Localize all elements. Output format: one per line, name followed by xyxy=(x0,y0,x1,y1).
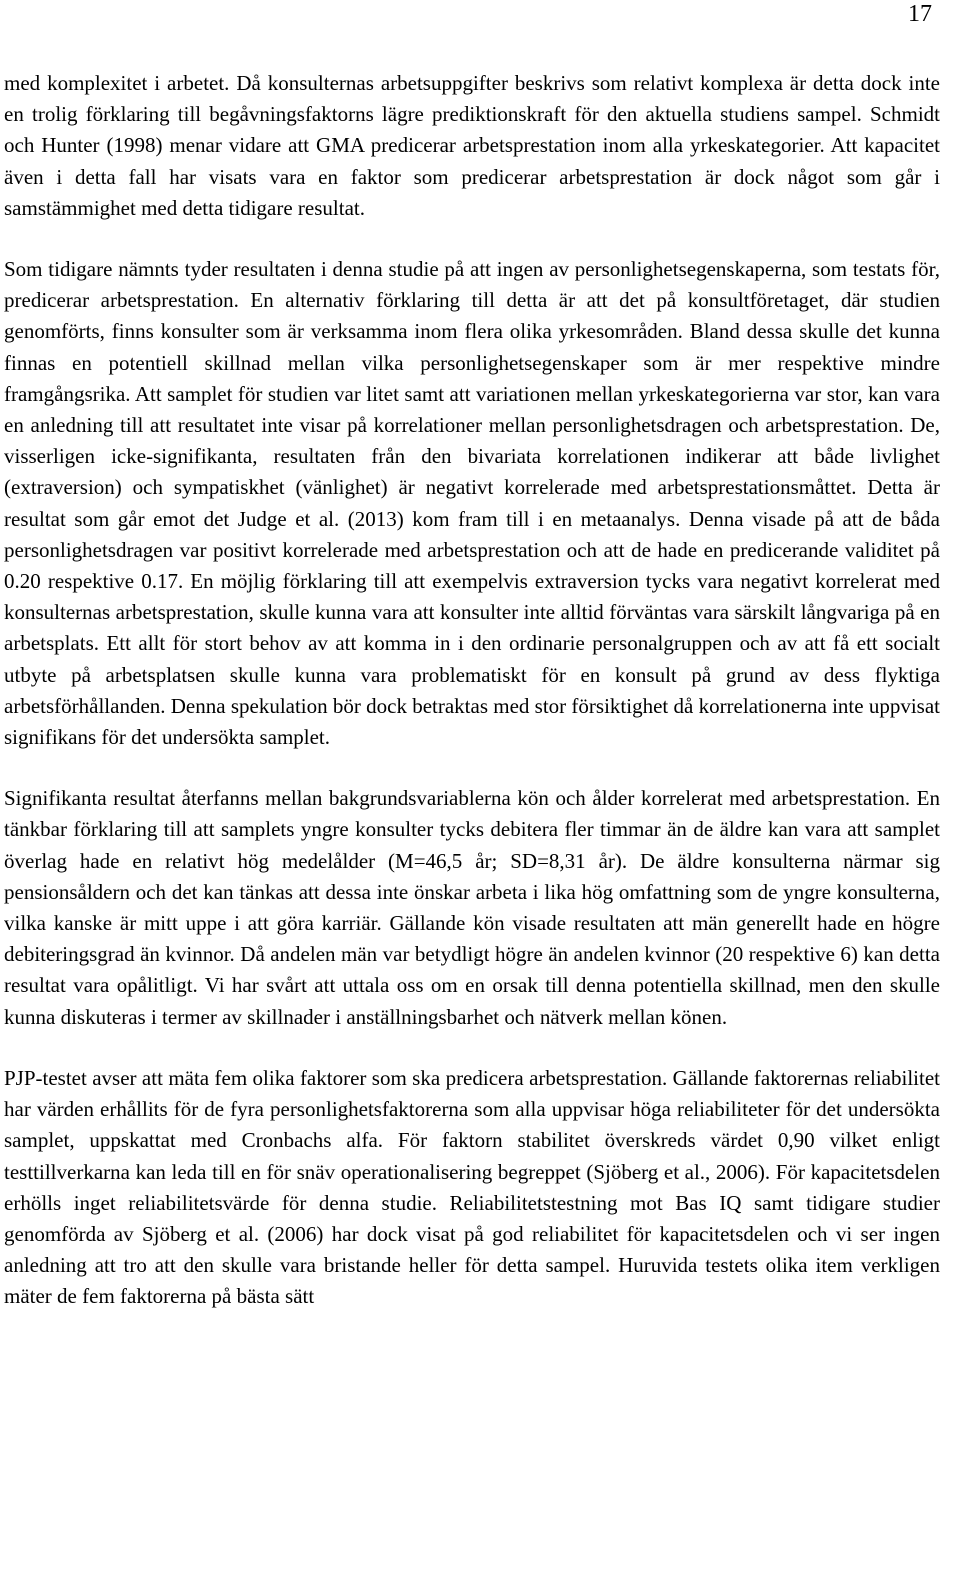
paragraph-4: PJP-testet avser att mäta fem olika faktorer som ska predicera arbetsprestation. Gällande faktorernas reliabilitet har värden erhållits för de fyra personlighetsfaktorerna som alla uppvisar höga reliabiliteter för det undersökta samplet, uppskattat med Cronbachs alfa. För faktorn stabilitet överskreds värdet 0,90 vilket enligt testtillverkarna kan leda till en för snäv operationalisering begreppet (Sjöberg et al., 2006). För kapacitetsdelen erhölls inget reliabilitetsvärde för denna studie. Reliabilitetstestning mot Bas IQ samt tidigare studier genomförda av Sjöberg et al. (2006) har dock visat på god reliabilitet för kapacitetsdelen och vi ser ingen anledning att tro att den skulle vara bristande heller för detta sampel. Huruvida testets olika item verkligen mäter de fem faktorerna på bästa sätt xyxy=(4,1065,940,1309)
paragraph-1: med komplexitet i arbetet. Då konsulternas arbetsuppgifter beskrivs som relativt komplexa är detta dock inte en trolig förklaring till begåvningsfaktorns lägre prediktionskraft för den aktuella studiens sampel. Schmidt och Hunter (1998) menar vidare att GMA predicerar arbetsprestation inom alla yrkeskategorier. Att kapacitet även i detta fall har visats vara en faktor som predicerar arbetsprestation är dock något som går i samstämmighet med detta tidigare resultat. xyxy=(4,71,940,220)
page-number: 17 xyxy=(908,1,932,27)
paragraph-2: Som tidigare nämnts tyder resultaten i denna studie på att ingen av personlighetsegenskaperna, som testats för, predicerar arbetsprestation. En alternativ förklaring till detta är att det på konsultföretaget, där studien genomförts, finns konsulter som är verksamma inom flera olika yrkesområden. Bland dessa skulle det kunna finnas en potentiell skillnad mellan vilka personlighetsegenskaper som är mer respektive mindre framgångsrika. Att samplet för studien var litet samt att variationen mellan yrkeskategorierna var stor, kan vara en anledning till att resultatet inte visar på korrelationer mellan personlighetsdragen och arbetsprestation. De, visserligen icke-signifikanta, resultaten från den bivariata korrelationen indikerar att både livlighet (extraversion) och sympatiskhet (vänlighet) är negativt korrelerade med arbetsprestationsmåttet. Detta är resultat som går emot det Judge et al. (2013) kom fram till i en metaanalys. Denna visade på att de båda personlighetsdragen var positivt korrelerade med arbetsprestation och att de hade en predicerande validitet på 0.20 respektive 0.17. En möjlig förklaring till att exempelvis extraversion tycks vara negativt korrelerat med konsulternas arbetsprestation, skulle kunna vara att konsulter inte alltid förväntas vara särskilt långvariga på en arbetsplats. Ett allt för stort behov av att komma in i den ordinarie personalgruppen och av att få ett socialt utbyte på arbetsplatsen skulle kunna vara problematiskt för en konsult på grund av dess flyktiga arbetsförhållanden. Denna spekulation bör dock betraktas med stor försiktighet då korrelationerna inte uppvisat signifikans för det undersökta samplet. xyxy=(4,257,940,750)
paragraph-3: Signifikanta resultat återfanns mellan bakgrundsvariablerna kön och ålder korrelerat med arbetsprestation. En tänkbar förklaring till att samplets yngre konsulter tycks debitera fler timmar än de äldre kan vara att samplet överlag hade en relativt hög medelålder (M=46,5 år; SD=8,31 år). De äldre konsulterna närmar sig pensionsåldern och det kan tänkas att dessa inte önskar arbeta i lika hög omfattning som de yngre konsulterna, vilka kanske är mitt uppe i att göra karriär. Gällande kön visade resultaten att män generellt hade en högre debiteringsgrad än kvinnor. Då andelen män var betydligt högre än andelen kvinnor (20 respektive 6) kan detta resultat vara opålitligt. Vi har svårt att uttala oss om en orsak till denna potentiella skillnad, men den skulle kunna diskuteras i termer av skillnader i anställningsbarhet och nätverk mellan könen. xyxy=(4,786,940,1029)
document-body xyxy=(0,68,940,1313)
